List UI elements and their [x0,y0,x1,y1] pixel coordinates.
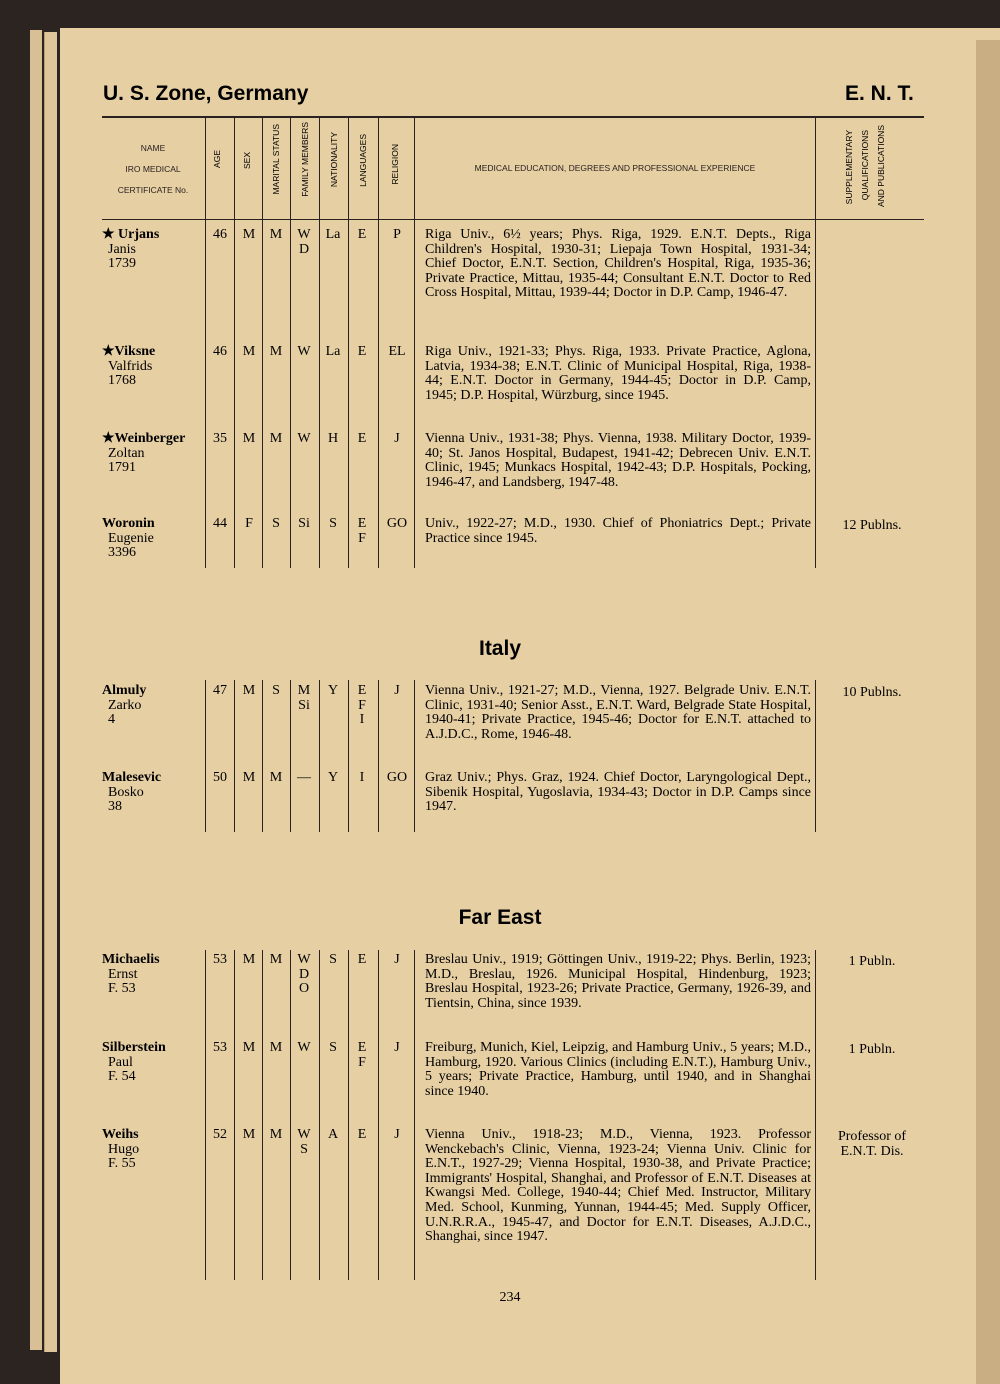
column-divider [262,116,263,568]
entry-marital: M [269,952,283,967]
entry-religion: P [393,227,401,242]
entry-sex: M [242,1040,256,1055]
column-divider [414,950,415,1280]
column-divider [234,680,235,832]
column-divider [319,950,320,1280]
entry-surname: Silberstein [102,1040,166,1055]
entry-certificate: F. 54 [108,1069,136,1085]
entry-sex: M [242,227,256,242]
entry-family: W [297,227,311,242]
column-divider [319,116,320,568]
entry-certificate: 3396 [108,545,136,561]
entry-marital: M [269,227,283,242]
column-divider [290,950,291,1280]
entry-nationality: S [329,1040,337,1055]
entry-sex: F [245,516,253,531]
page-number: 234 [499,1290,521,1305]
entry-religion: J [394,1040,400,1055]
entry-languages: F [358,1054,366,1070]
entry-age: 46 [213,227,227,242]
column-header-marital: MARITAL STATUS [271,124,281,195]
entry-nationality: Y [327,683,339,698]
entry-nationality: La [325,227,341,242]
entry-religion: GO [386,770,408,785]
entry-languages: F [358,530,366,546]
page-shadow [976,40,1000,1384]
column-header-supplementary: SUPPLEMENTARY [844,130,854,205]
entry-surname: ★Weinberger [102,431,186,446]
entry-family: W [297,952,311,967]
column-header-family: FAMILY MEMBERS [300,122,310,197]
entry-nationality: La [325,344,341,359]
entry-marital: M [269,431,283,446]
entry-languages: F [358,697,366,713]
entry-age: 46 [213,344,227,359]
entry-firstname: Zoltan [108,445,145,461]
entry-firstname: Bosko [108,784,144,800]
entry-marital: M [269,1127,283,1142]
entry-family: W [297,344,311,359]
entry-certificate: F. 53 [108,981,136,997]
entry-nationality: S [329,516,337,531]
running-header-right: E. N. T. [845,82,914,105]
column-header-religion: RELIGION [390,144,400,185]
column-header-experience: MEDICAL EDUCATION, DEGREES AND PROFESSIONAL EXPERIENCE [474,163,756,173]
entry-surname: Weihs [102,1127,139,1142]
entry-sex: M [242,683,256,698]
entry-experience: Univ., 1922-27; M.D., 1930. Chief of Phoniatrics Dept.; Private Practice since 1945. [425,516,811,546]
column-divider [378,116,379,568]
entry-surname: Michaelis [102,952,160,967]
entry-languages: E [357,1040,367,1055]
entry-religion: GO [386,516,408,531]
column-header-rule [102,219,924,220]
entry-supplementary: 12 Publns. [842,518,902,533]
entry-family: M [297,683,311,698]
column-header-age: AGE [212,150,222,168]
running-header-left: U. S. Zone, Germany [103,82,309,105]
column-divider [262,680,263,832]
column-header-nationality: NATIONALITY [329,132,339,188]
column-header-sex: SEX [242,152,252,170]
entry-supplementary: 10 Publns. [842,685,902,700]
entry-surname: Malesevic [102,770,162,785]
entry-experience: Vienna Univ., 1931-38; Phys. Vienna, 1938. Military Doctor, 1939-40; St. Janos Hospital, Budapest, 1941-42; Debrecen Univ. E.N.T. Clinic, 1945; Munkacs Hospital, 1942-43; D.P. Hospitals, Pocking, 1946-47, and Landsberg, 1947-48. [425,431,811,490]
entry-family: W [297,1040,311,1055]
entry-firstname: Eugenie [108,530,154,546]
entry-languages: I [359,770,365,785]
column-divider [234,950,235,1280]
entry-family: O [298,981,310,997]
entry-supplementary: 1 Publn. [848,1042,896,1057]
column-header-languages: LANGUAGES [358,134,368,187]
entry-firstname: Janis [108,241,136,257]
entry-nationality: Y [327,770,339,785]
entry-age: 53 [213,1040,227,1055]
entry-sex: M [242,952,256,967]
entry-experience: Vienna Univ., 1918-23; M.D., Vienna, 1923. Professor Wenckebach's Clinic, Vienna, 1923-24; Vienna Univ. Clinic for E.N.T., 1927-29; Vienna Hospital, 1930-38, and Private Practice; Immigrants' Hospital, Shanghai, and Professor of E.N.T. Diseases at Kwangsi Med. College, 1940-44; Chief Med. Instructor, Military Med. School, Kunming, Yunnan, 1944-45; Med. Supply Officer, U.N.R.R.A., 1945-47, and Doctor for E.N.T. Diseases, A.J.D.C., Shanghai, since 1947. [425,1127,811,1245]
entry-age: 52 [213,1127,227,1142]
entry-marital: S [272,683,280,698]
entry-experience: Breslau Univ., 1919; Göttingen Univ., 1919-22; Phys. Berlin, 1923; M.D., Breslau, 1926. Municipal Hospital, Hindenburg, 1923; Breslau Hospital, 1923-26; Private Practice, Germany, 1926-39, and Tientsin, China, since 1939. [425,952,811,1011]
column-divider [348,116,349,568]
entry-supplementary: Professor of E.N.T. Dis. [837,1129,907,1159]
column-divider [205,950,206,1280]
column-divider [262,950,263,1280]
entry-languages: E [357,683,367,698]
entry-surname: ★ Urjans [102,227,160,242]
page-edge [30,30,42,1350]
entry-sex: M [242,431,256,446]
header-rule [102,116,924,118]
entry-experience: Riga Univ., 1921-33; Phys. Riga, 1933. Private Practice, Aglona, Latvia, 1934-38; E.N.T. Clinic of Municipal Hospital, Riga, 1938-44; E.N.T. Doctor in Germany, 1944-45; Doctor in D.P. Camp, 1945; D.P. Hospital, Würzburg, since 1945. [425,344,811,403]
entry-firstname: Paul [108,1054,133,1070]
entry-certificate: 1791 [108,460,136,476]
column-divider [815,950,816,1280]
entry-family: Si [298,697,310,713]
entry-sex: M [242,1127,256,1142]
entry-religion: J [394,1127,400,1142]
column-header-name: NAME IRO MEDICAL CERTIFICATE No. [117,143,189,195]
entry-marital: M [269,1040,283,1055]
entry-certificate: 4 [108,712,115,728]
entry-supplementary: 1 Publn. [848,954,896,969]
entry-experience: Vienna Univ., 1921-27; M.D., Vienna, 1927. Belgrade Univ. E.N.T. Clinic, 1931-40; Senior Asst., E.N.T. Ward, Belgrade State Hospital, 1940-41; Private Practice, 1945-46; Doctor for E.N.T. attached to A.J.D.C., Rome, 1946-48. [425,683,811,742]
section-heading-far-east: Far East [458,906,542,929]
entry-firstname: Hugo [108,1141,140,1157]
entry-surname: Woronin [102,516,155,531]
column-divider [319,680,320,832]
entry-sex: M [242,344,256,359]
entry-family: W [297,431,311,446]
column-divider [205,680,206,832]
entry-family: Si [298,516,310,531]
entry-languages: I [359,712,365,728]
entry-languages: E [357,227,367,242]
section-heading-italy: Italy [478,637,522,660]
page-edge [44,32,57,1352]
entry-firstname: Ernst [108,966,138,982]
column-divider [414,116,415,568]
entry-marital: S [272,516,280,531]
entry-family: S [300,1141,308,1157]
entry-age: 50 [213,770,227,785]
entry-family: D [298,241,310,257]
column-divider [205,116,206,568]
entry-firstname: Valfrids [108,358,153,374]
entry-sex: M [242,770,256,785]
entry-marital: M [269,770,283,785]
column-divider [234,116,235,568]
entry-nationality: H [327,431,339,446]
entry-family: — [297,770,311,785]
entry-family: W [297,1127,311,1142]
entry-certificate: 1739 [108,256,136,272]
entry-certificate: F. 55 [108,1156,136,1172]
entry-religion: J [394,683,400,698]
entry-marital: M [269,344,283,359]
entry-nationality: A [327,1127,339,1142]
entry-languages: E [357,344,367,359]
entry-experience: Riga Univ., 6½ years; Phys. Riga, 1929. E.N.T. Depts., Riga Children's Hospital, 1930-31; Liepaja Town Hospital, 1931-34; Chief Doctor, E.N.T. Section, Children's Hospital, Riga, 1935-36; Private Practice, Mittau, 1935-44; Consultant E.N.T. Doctor to Red Cross Hospital, Mittau, 1939-44; Doctor in D.P. Camp, 1946-47. [425,227,811,301]
entry-languages: E [357,431,367,446]
entry-family: D [298,966,310,982]
entry-age: 35 [213,431,227,446]
entry-age: 53 [213,952,227,967]
entry-languages: E [357,1127,367,1142]
column-header-publications: AND PUBLICATIONS [876,125,886,208]
column-header-qualifications: QUALIFICATIONS [860,130,870,201]
entry-age: 47 [213,683,227,698]
entry-certificate: 1768 [108,373,136,389]
column-divider [348,950,349,1280]
entry-surname: Almuly [102,683,147,698]
entry-certificate: 38 [108,799,122,815]
column-divider [815,680,816,832]
entry-religion: J [394,952,400,967]
entry-nationality: S [329,952,337,967]
column-divider [414,680,415,832]
entry-religion: EL [388,344,406,359]
entry-age: 44 [213,516,227,531]
entry-experience: Graz Univ.; Phys. Graz, 1924. Chief Doctor, Laryngological Dept., Sibenik Hospital, Yugoslavia, 1934-43; Doctor in D.P. Camps since 1947. [425,770,811,815]
entry-languages: E [357,516,367,531]
column-divider [815,116,816,568]
entry-languages: E [357,952,367,967]
entry-surname: ★Viksne [102,344,156,359]
entry-firstname: Zarko [108,697,142,713]
column-divider [378,680,379,832]
column-divider [378,950,379,1280]
column-divider [290,116,291,568]
entry-religion: J [394,431,400,446]
entry-experience: Freiburg, Munich, Kiel, Leipzig, and Hamburg Univ., 5 years; M.D., Hamburg, 1920. Various Clinics (including E.N.T.), Hamburg Univ., 5 years; Private Practice, Hamburg, until 1940, and in Shanghai since 1940. [425,1040,811,1099]
